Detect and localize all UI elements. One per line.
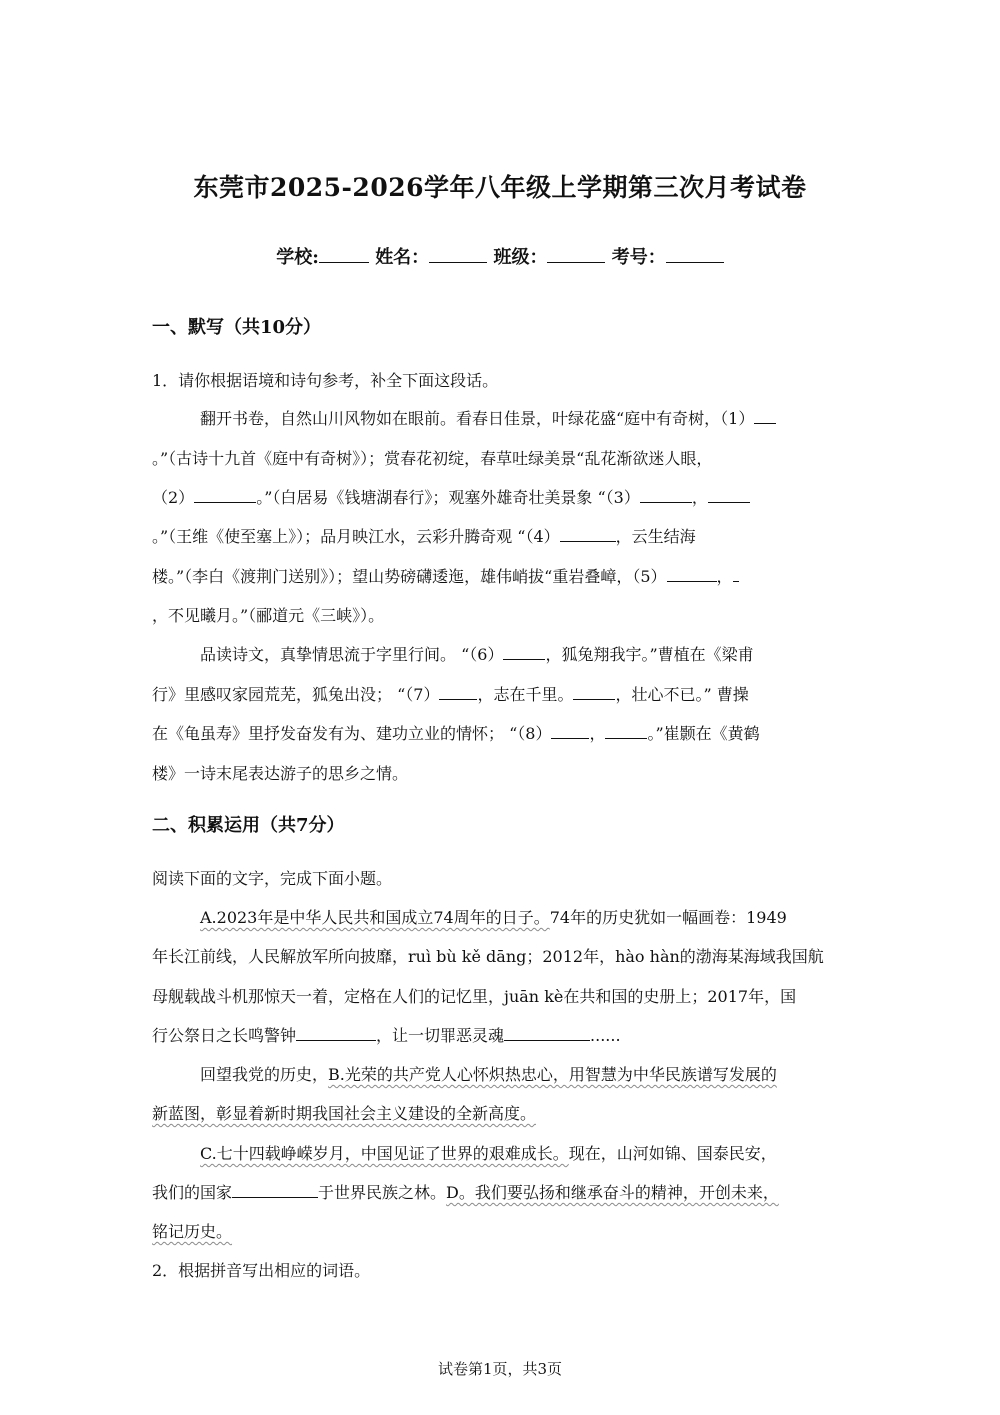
reading-line: 我们的国家 于世界民族之林。D。我们要弘扬和继承奋斗的精神，开创未来，: [152, 1183, 779, 1202]
passage-2-line: 品读诗文，真挚情思流于字里行间。 “（6） ，狐兔翔我宇。”曹植在《梁甫: [200, 645, 754, 664]
answer-blank[interactable]: [551, 724, 589, 739]
answer-blank[interactable]: [503, 645, 545, 660]
answer-blank[interactable]: [439, 685, 477, 700]
name-blank[interactable]: [429, 246, 487, 263]
answer-blank[interactable]: [504, 1026, 590, 1041]
wavy-sentence-d-cont: 铭记历史。: [152, 1222, 233, 1241]
wavy-sentence-c: C.七十四载峥嵘岁月，中国见证了世界的艰难成长。: [200, 1144, 569, 1163]
reading-line: 回望我党的历史，B.光荣的共产党人心怀炽热忠心，用智慧为中华民族谱写发展的: [200, 1065, 777, 1084]
section-2-heading: 二、积累运用（共7分）: [152, 815, 345, 836]
answer-blank[interactable]: [708, 488, 750, 503]
wavy-sentence-a: A.2023年是中华人民共和国成立74周年的日子。: [200, 908, 550, 927]
school-blank[interactable]: [319, 246, 369, 263]
name-label: 姓名：: [375, 247, 430, 268]
school-label: 学校:: [276, 247, 319, 268]
passage-1-line: ，不见曦月。”（郦道元《三峡》）。: [152, 606, 385, 625]
answer-blank[interactable]: [194, 488, 256, 503]
question-1-stem: 1．请你根据语境和诗句参考，补全下面这段话。: [152, 371, 499, 390]
section-1-heading: 一、默写（共10分）: [152, 317, 322, 338]
question-2-stem: 2．根据拼音写出相应的词语。: [152, 1261, 371, 1280]
page-footer: 试卷第1页，共3页: [437, 1360, 563, 1378]
answer-blank[interactable]: [754, 409, 776, 424]
answer-blank[interactable]: [573, 685, 615, 700]
reading-line: [152, 1101, 852, 1124]
class-label: 班级：: [493, 247, 548, 268]
reading-line: 母舰载战斗机那惊天一着，定格在人们的记忆里，juān kè在共和国的史册上；2017年，国: [152, 987, 797, 1006]
number-blank[interactable]: [666, 246, 724, 263]
answer-blank[interactable]: [640, 488, 692, 503]
page-title: 东莞市2025-2026学年八年级上学期第三次月考试卷: [193, 173, 807, 202]
wavy-sentence-b: B.光荣的共产党人心怀炽热忠心，用智慧为中华民族谱写发展的: [328, 1065, 777, 1084]
reading-line: C.七十四载峥嵘岁月，中国见证了世界的艰难成长。现在，山河如锦、国泰民安，: [200, 1144, 777, 1163]
answer-blank[interactable]: [296, 1026, 376, 1041]
passage-1-line: 。”（古诗十九首《庭中有奇树》）；赏春花初绽，春草吐绿美景“乱花渐欲迷人眼，: [152, 449, 713, 468]
passage-1-line: （2） 。”（白居易《钱塘湖春行》；观塞外雄奇壮美景象 “（3） ，: [152, 485, 852, 508]
wavy-sentence-b-cont: 新蓝图，彰显着新时期我国社会主义建设的全新高度。: [152, 1104, 537, 1123]
answer-blank[interactable]: [667, 567, 717, 582]
answer-blank[interactable]: [232, 1183, 318, 1198]
passage-2-line: 在《龟虽寿》里抒发奋发有为、建功立业的情怀； “（8） ， 。”崔颢在《黄鹤: [152, 724, 760, 743]
reading-line: 行公祭日之长鸣警钟 ，让一切罪恶灵魂 ......: [152, 1026, 621, 1045]
reading-intro: 阅读下面的文字，完成下面小题。: [152, 869, 393, 888]
passage-1-line: 。”（王维《使至塞上》）；品月映江水，云彩升腾奇观 “（4） ，云生结海: [152, 527, 696, 546]
student-info-line: [0, 243, 1000, 269]
passage-1-line: 翻开书卷，自然山川风物如在眼前。看春日佳景，叶绿花盛“庭中有奇树，（1）: [200, 406, 900, 429]
number-label: 考号：: [611, 247, 666, 268]
passage-1-line: 楼。”（李白《渡荆门送别》）；望山势磅礴逶迤，雄伟峭拔“重岩叠嶂，（5） ，: [152, 564, 852, 587]
answer-blank[interactable]: [560, 527, 616, 542]
answer-blank[interactable]: [605, 724, 647, 739]
reading-line: 年长江前线，人民解放军所向披靡，ruì bù kě dāng；2012年，hào hàn的渤海某海域我国航: [152, 947, 824, 966]
class-blank[interactable]: [547, 246, 605, 263]
wavy-sentence-d: D。我们要弘扬和继承奋斗的精神，开创未来，: [446, 1183, 779, 1202]
answer-blank[interactable]: [733, 567, 739, 582]
reading-line: A.2023年是中华人民共和国成立74周年的日子。74年的历史犹如一幅画卷：1949: [200, 908, 787, 927]
reading-line: [152, 1219, 852, 1242]
passage-2-line: 行》里感叹家园荒芜，狐兔出没； “（7） ，志在千里。 ，壮心不已。” 曹操: [152, 685, 749, 704]
passage-2-line: 楼》一诗末尾表达游子的思乡之情。: [152, 764, 409, 783]
